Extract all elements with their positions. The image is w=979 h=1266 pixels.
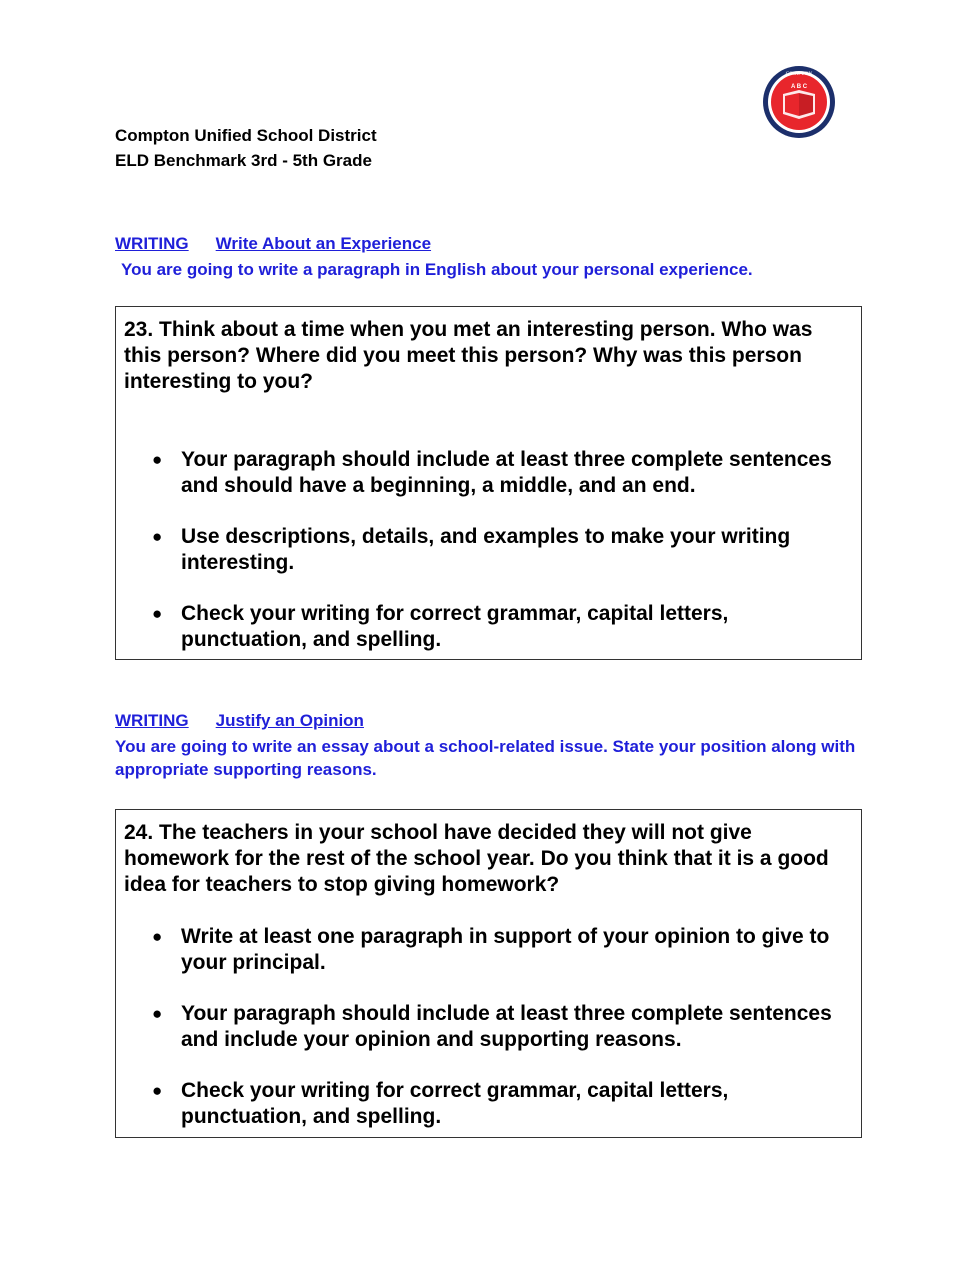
bullet-icon: ● — [152, 1081, 163, 1100]
bullet-icon: ● — [152, 450, 163, 469]
svg-text:A B C: A B C — [790, 84, 808, 90]
svg-text:COMPTON: COMPTON — [785, 71, 813, 77]
bullet-icon: ● — [152, 927, 163, 946]
list-item: ● Check your writing for correct grammar, capital letters, punctuation, and spelling. — [152, 602, 729, 651]
district-name: Compton Unified School District — [115, 126, 377, 145]
question-23-prompt: 23. Think about a time when you met an interesting person. Who was this person? Where did you meet this person? Why was this person interesting to you? — [124, 318, 813, 393]
question-23-instructions — [124, 447, 853, 652]
section2-title: Justify an Opinion — [215, 711, 364, 730]
list-item: ● Check your writing for correct grammar, capital letters, punctuation, and spelling. — [152, 1079, 729, 1128]
benchmark-title: ELD Benchmark 3rd - 5th Grade — [115, 151, 372, 170]
section1-description: You are going to write a paragraph in English about your personal experience. — [121, 260, 753, 279]
question-24-instructions — [124, 924, 853, 1129]
bullet-icon: ● — [152, 604, 163, 623]
school-district-seal-icon — [761, 64, 837, 140]
list-item: ● Write at least one paragraph in support of your opinion to give to your principal. — [152, 925, 830, 974]
list-item: ● Your paragraph should include at least three complete sentences and should have a beginning, a middle, and an end. — [152, 448, 832, 497]
bullet-icon: ● — [152, 527, 163, 546]
list-item: ● Use descriptions, details, and examples to make your writing interesting. — [152, 525, 791, 574]
section2-description: You are going to write an essay about a school-related issue. State your position along with appropriate supporting reasons. — [115, 737, 856, 779]
document-header — [115, 123, 377, 173]
section2-heading-link[interactable] — [115, 710, 364, 732]
question-24-prompt: 24. The teachers in your school have decided they will not give homework for the rest of the school year. Do you think that it is a good idea for teachers to stop giving homework? — [124, 821, 829, 896]
section1-label: WRITING — [115, 234, 189, 253]
section2-label: WRITING — [115, 711, 189, 730]
section1-title: Write About an Experience — [215, 234, 432, 253]
section1-heading-link[interactable] — [115, 233, 431, 255]
list-item: ● Your paragraph should include at least three complete sentences and include your opinion and supporting reasons. — [152, 1002, 832, 1051]
bullet-icon: ● — [152, 1004, 163, 1023]
question-23-box — [115, 306, 862, 660]
question-24-box — [115, 809, 862, 1138]
